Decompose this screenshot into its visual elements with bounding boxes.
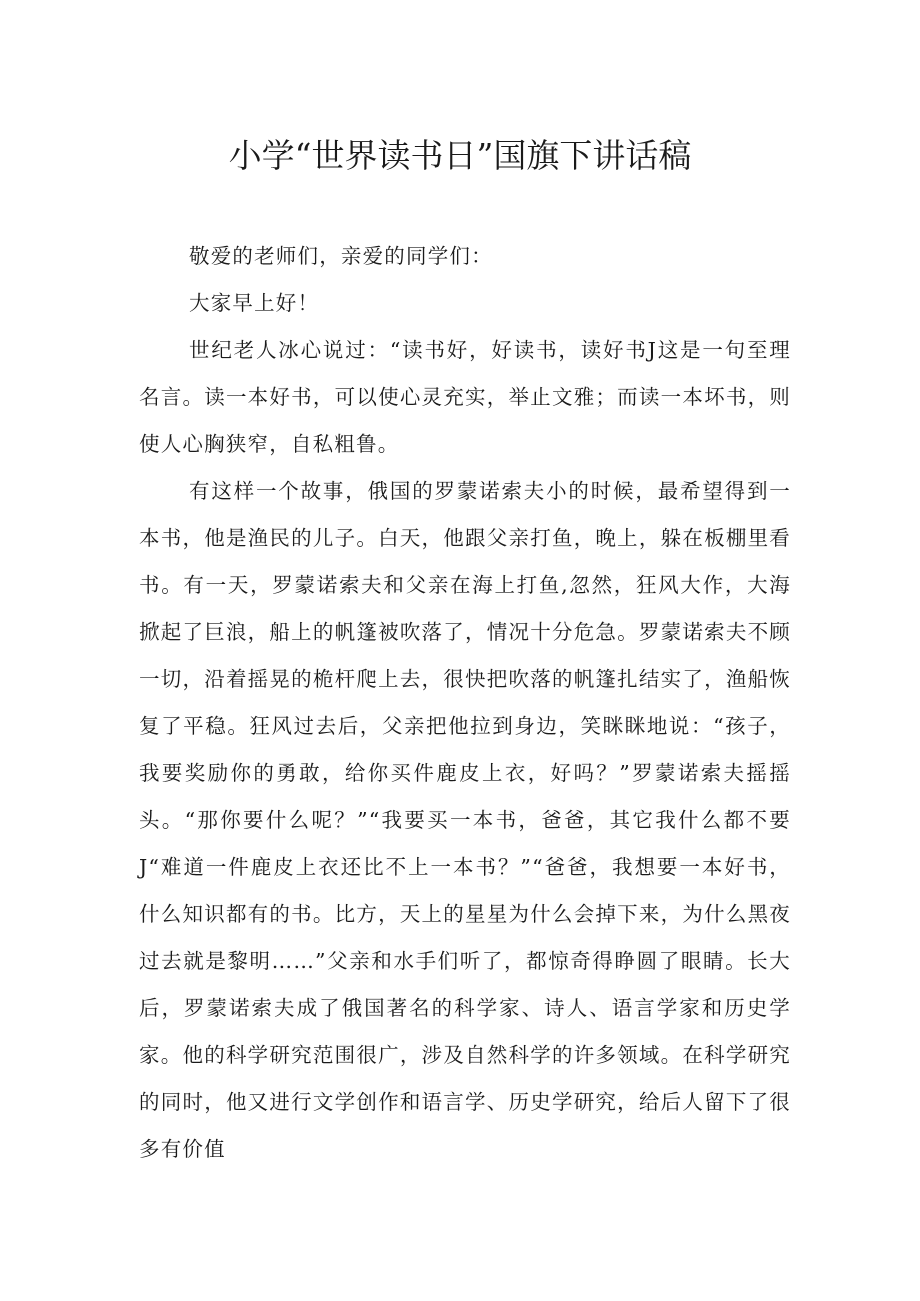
story-paragraph: 有这样一个故事，俄国的罗蒙诺索夫小的时候，最希望得到一本书，他是渔民的儿子。白天，他跟父亲打鱼，晚上，躲在板棚里看书。有一天，罗蒙诺索夫和父亲在海上打鱼,忽然，狂风大作，大海掀起了巨浪，船上的帆篷被吹落了，情况十分危急。罗蒙诺索夫不顾一切，沿着摇晃的桅杆爬上去，很快把吹落的帆篷扎结实了，渔船恢复了平稳。狂风过去后，父亲把他拉到身边，笑眯眯地说：“孩子，我要奖励你的勇敢，给你买件鹿皮上衣，好吗？”罗蒙诺索夫摇摇头。“那你要什么呢？”“我要买一本书，爸爸，其它我什么都不要J“难道一件鹿皮上衣还比不上一本书？”“爸爸，我想要一本好书，什么知识都有的书。比方，天上的星星为什么会掉下来，为什么黑夜过去就是黎明……”父亲和水手们听了，都惊奇得睁圆了眼睛。长大后，罗蒙诺索夫成了俄国著名的科学家、诗人、语言学家和历史学家。他的科学研究范围很广，涉及自然科学的许多领域。在科学研究的同时，他又进行文学创作和语言学、历史学研究，给后人留下了很多有价值 — [139, 479, 791, 1161]
greeting-paragraph: 大家早上好！ — [189, 291, 320, 315]
salutation-paragraph: 敬爱的老师们，亲爱的同学们： — [189, 244, 493, 268]
quote-paragraph: 世纪老人冰心说过：“读书好，好读书，读好书J这是一句至理名言。读一本好书，可以使心灵充实，举止文雅；而读一本坏书，则使人心胸狭窄，自私粗鲁。 — [139, 338, 791, 456]
document-title: 小学“世界读书日”国旗下讲话稿 — [228, 136, 692, 175]
document-body — [139, 233, 791, 1173]
